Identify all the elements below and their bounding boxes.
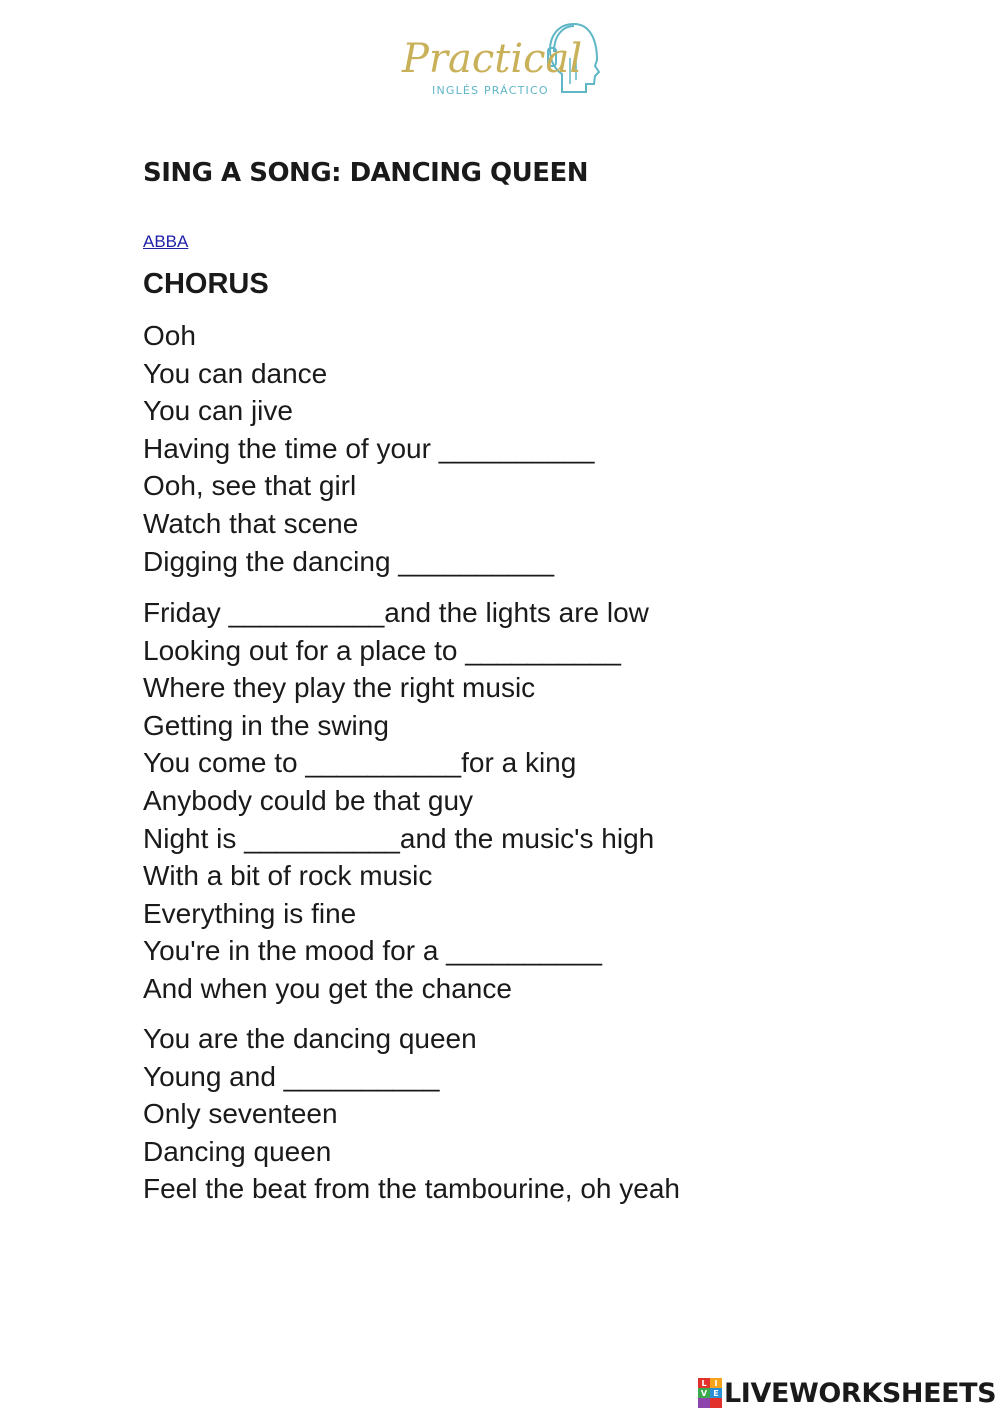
lyric-line: Digging the dancing __________ [143, 545, 555, 577]
lyric-line: With a bit of rock music [143, 860, 433, 892]
lyrics-stanza-2 [143, 594, 654, 1008]
lyric-line: Only seventeen [143, 1098, 338, 1130]
logo-mark-cell [698, 1398, 710, 1408]
practical-logo-graphic [398, 14, 610, 100]
lyric-line: Watch that scene [143, 507, 359, 539]
lyric-line: Anybody could be that guy [143, 784, 474, 816]
lyrics-stanza-3 [143, 1020, 680, 1208]
logo-mark-cell [710, 1398, 722, 1408]
logo-script-text: Practical [402, 36, 583, 82]
lyric-line: Where they play the right music [143, 672, 536, 704]
lyric-line: You come to __________for a king [143, 747, 577, 779]
page-title: SING A SONG: DANCING QUEEN [143, 158, 588, 188]
lyric-line: Feel the beat from the tambourine, oh yeah [143, 1173, 680, 1205]
lyric-line: You can jive [143, 395, 293, 427]
liveworksheets-wordmark: LIVEWORKSHEETS [724, 1377, 997, 1409]
artist-link[interactable]: ABBA [143, 232, 189, 251]
practical-logo [398, 14, 610, 100]
liveworksheets-logo-icon [698, 1378, 722, 1408]
lyric-line: Ooh [143, 320, 196, 351]
logo-mark-cell: V [698, 1388, 710, 1398]
lyric-line: Looking out for a place to __________ [143, 634, 621, 666]
lyric-line: Young and __________ [143, 1060, 440, 1092]
lyric-line: Friday __________and the lights are low [143, 597, 649, 628]
liveworksheets-brand [698, 1376, 996, 1410]
lyric-line: Night is __________and the music's high [143, 822, 655, 854]
lyric-line: Ooh, see that girl [143, 470, 357, 502]
logo-mark-cell: E [710, 1388, 722, 1398]
logo-subtitle: INGLÉS PRÁCTICO [432, 84, 549, 97]
lyric-line: Having the time of your __________ [143, 432, 595, 464]
lyrics-stanza-1 [143, 317, 594, 580]
logo-mark-cell: I [710, 1378, 722, 1388]
lyric-line: Everything is fine [143, 897, 357, 929]
lyric-line: Getting in the swing [143, 709, 389, 741]
logo-mark-cell: L [698, 1378, 710, 1388]
lyric-line: You're in the mood for a __________ [143, 935, 602, 967]
lyric-line: And when you get the chance [143, 972, 512, 1004]
lyric-line: Dancing queen [143, 1135, 332, 1167]
lyric-line: You are the dancing queen [143, 1023, 477, 1054]
section-heading: CHORUS [143, 268, 269, 300]
lyric-line: You can dance [143, 357, 328, 389]
